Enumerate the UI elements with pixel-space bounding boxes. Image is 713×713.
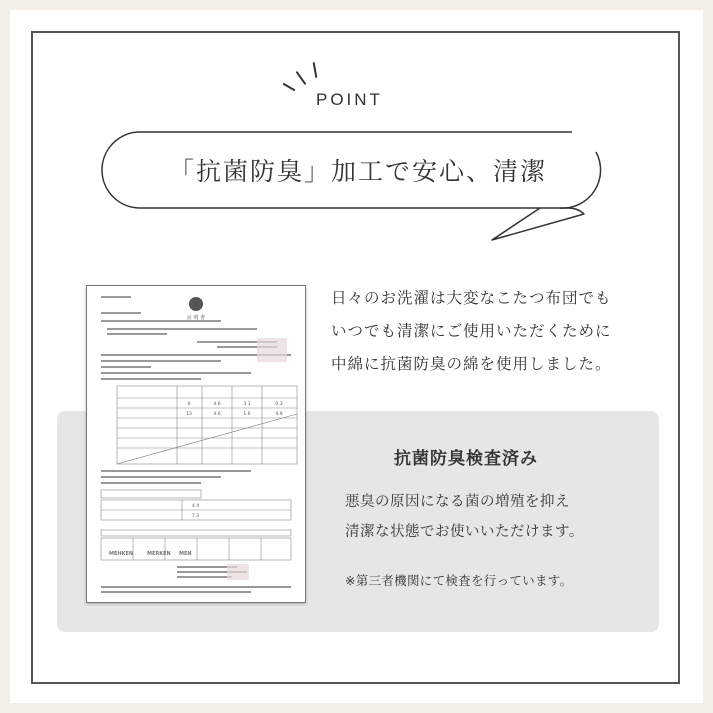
headline: 「抗菌防臭」加工で安心、清潔: [168, 157, 547, 186]
intro-line: 日々のお洗濯は大変なこたつ布団でも: [331, 289, 612, 307]
certificate-drawing: [87, 286, 305, 602]
inspection-line: 清潔な状態でお使いいただけます。: [345, 524, 584, 540]
cert-result-value: 4.4: [192, 504, 200, 509]
certificate-document: [86, 285, 306, 603]
cert-stamp-word: MEN: [179, 551, 192, 557]
intro-text: [331, 282, 651, 381]
cert-table-value: 0.3: [275, 402, 283, 407]
intro-line: 中綿に抗菌防臭の綿を使用しました。: [331, 355, 612, 373]
inspection-note: ※第三者機関にて検査を行っています。: [345, 573, 573, 588]
certificate-heading: 証 明 書: [186, 315, 206, 321]
point-label: POINT: [316, 90, 383, 109]
cert-table-value: 13: [186, 412, 192, 417]
cert-stamp-word: MERKEN: [147, 551, 171, 557]
cert-result-value: 7.3: [192, 514, 200, 519]
cert-table-value: 0: [187, 402, 191, 407]
cert-table-value: 3.1: [243, 402, 251, 407]
cert-stamp-word: MEHKEN: [109, 551, 134, 557]
inspection-line: 悪臭の原因になる菌の増殖を抑え: [345, 494, 570, 510]
inspection-body: [345, 487, 645, 547]
cert-table-value: 1.6: [243, 412, 251, 417]
cert-table-value: 4.9: [275, 412, 283, 417]
cert-table-value: 4.6: [213, 412, 221, 417]
intro-line: いつでも清潔にご使用いただくために: [331, 322, 612, 340]
inspection-title: 抗菌防臭検査済み: [394, 449, 538, 469]
cert-table-value: 4.6: [213, 402, 221, 407]
